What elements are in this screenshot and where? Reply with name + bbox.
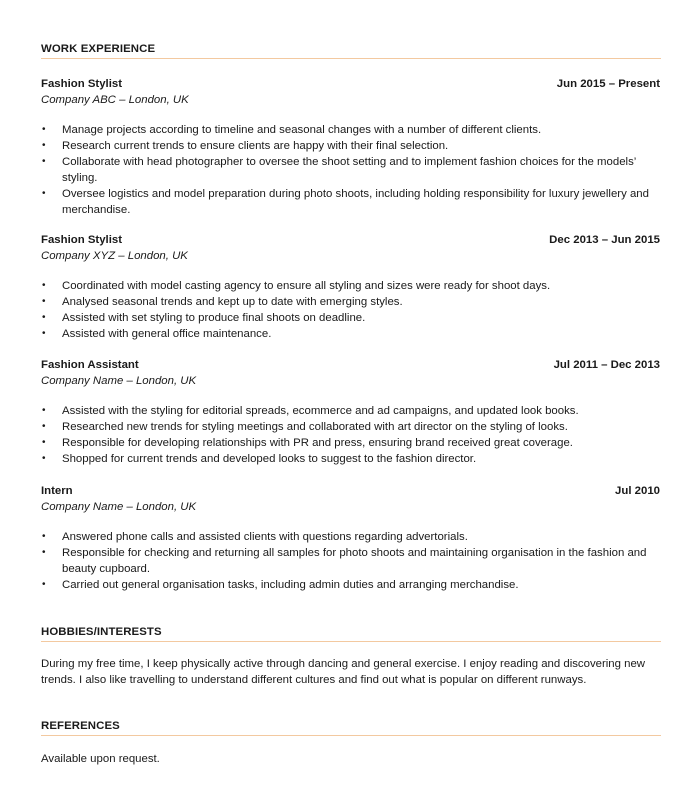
duty-item [41, 451, 660, 467]
job-company: Company Name – London, UK [41, 501, 197, 513]
duty-item [41, 186, 660, 218]
duty-item [41, 278, 660, 294]
hobbies-rule [41, 641, 661, 642]
duty-item [41, 577, 660, 593]
references-rule [41, 735, 661, 736]
job-header [41, 357, 660, 373]
bullet-icon: • [42, 312, 46, 323]
job-dates: Dec 2013 – Jun 2015 [549, 234, 660, 246]
bullet-icon: • [42, 328, 46, 339]
duty-list [41, 278, 660, 342]
duty-item [41, 138, 660, 154]
job-header [41, 232, 660, 248]
job-entry [41, 483, 660, 593]
duty-text: Oversee logistics and model preparation during photo shoots, including holding responsibility for luxury jewellery and merchandise. [62, 188, 649, 216]
duty-text: Coordinated with model casting agency to ensure all styling and sizes were ready for shoot days. [62, 280, 551, 292]
duty-text: Collaborate with head photographer to oversee the shoot setting and to implement fashion choices for the models’ styling. [62, 156, 636, 184]
duty-item [41, 529, 660, 545]
bullet-icon: • [42, 547, 46, 558]
duty-list [41, 122, 660, 218]
duty-text: Answered phone calls and assisted clients with questions regarding advertorials. [62, 531, 468, 543]
duty-text: Analysed seasonal trends and kept up to date with emerging styles. [62, 296, 403, 308]
hobbies-text: During my free time, I keep physically active through dancing and general exercise. I enjoy reading and discovering new trends. I also like travelling to understand different cultures and find out what is popular on different runways. [41, 658, 646, 686]
job-header [41, 76, 660, 92]
job-title: Intern [41, 485, 73, 497]
bullet-icon: • [42, 140, 46, 151]
job-header [41, 483, 660, 499]
job-dates: Jun 2015 – Present [556, 78, 660, 90]
duty-text: Responsible for checking and returning all samples for photo shoots and maintaining organisation in the fashion and beauty cupboard. [62, 547, 647, 575]
duty-text: Assisted with the styling for editorial spreads, ecommerce and ad campaigns, and updated look books. [62, 405, 579, 417]
job-entry [41, 76, 660, 218]
duty-text: Carried out general organisation tasks, including admin duties and arranging merchandise. [62, 579, 519, 591]
bullet-icon: • [42, 453, 46, 464]
job-title: Fashion Stylist [41, 234, 123, 246]
job-title: Fashion Stylist [41, 78, 123, 90]
bullet-icon: • [42, 531, 46, 542]
duty-item [41, 310, 660, 326]
duty-item [41, 122, 660, 138]
duty-item [41, 403, 660, 419]
duty-item [41, 545, 660, 577]
duty-text: Responsible for developing relationships with PR and press, ensuring brand received great coverage. [62, 437, 573, 449]
duty-text: Manage projects according to timeline and seasonal changes with a number of different clients. [62, 124, 542, 136]
bullet-icon: • [42, 124, 46, 135]
duty-item [41, 435, 660, 451]
work-experience-rule [41, 58, 661, 59]
duty-text: Researched new trends for styling meetings and collaborated with art director on the styling of looks. [62, 421, 568, 433]
duty-item [41, 419, 660, 435]
duty-item [41, 326, 660, 342]
work-experience-heading: WORK EXPERIENCE [41, 43, 156, 55]
job-company: Company Name – London, UK [41, 375, 197, 387]
hobbies-heading: HOBBIES/INTERESTS [41, 626, 162, 638]
bullet-icon: • [42, 280, 46, 291]
job-title: Fashion Assistant [41, 359, 139, 371]
job-dates: Jul 2011 – Dec 2013 [553, 359, 660, 371]
bullet-icon: • [42, 421, 46, 432]
references-heading: REFERENCES [41, 720, 120, 732]
job-entry [41, 232, 660, 342]
duty-list [41, 529, 660, 593]
bullet-icon: • [42, 437, 46, 448]
duty-item [41, 154, 660, 186]
duty-list [41, 403, 660, 467]
job-company: Company XYZ – London, UK [41, 250, 188, 262]
job-dates: Jul 2010 [615, 485, 660, 497]
bullet-icon: • [42, 405, 46, 416]
job-company: Company ABC – London, UK [41, 94, 189, 106]
duty-text: Shopped for current trends and developed looks to suggest to the fashion director. [62, 453, 477, 465]
bullet-icon: • [42, 188, 46, 199]
job-entry [41, 357, 660, 467]
duty-text: Assisted with general office maintenance. [62, 328, 272, 340]
bullet-icon: • [42, 296, 46, 307]
bullet-icon: • [42, 579, 46, 590]
duty-text: Assisted with set styling to produce final shoots on deadline. [62, 312, 366, 324]
duty-item [41, 294, 660, 310]
references-text: Available upon request. [41, 753, 160, 765]
duty-text: Research current trends to ensure clients are happy with their final selection. [62, 140, 449, 152]
bullet-icon: • [42, 156, 46, 167]
